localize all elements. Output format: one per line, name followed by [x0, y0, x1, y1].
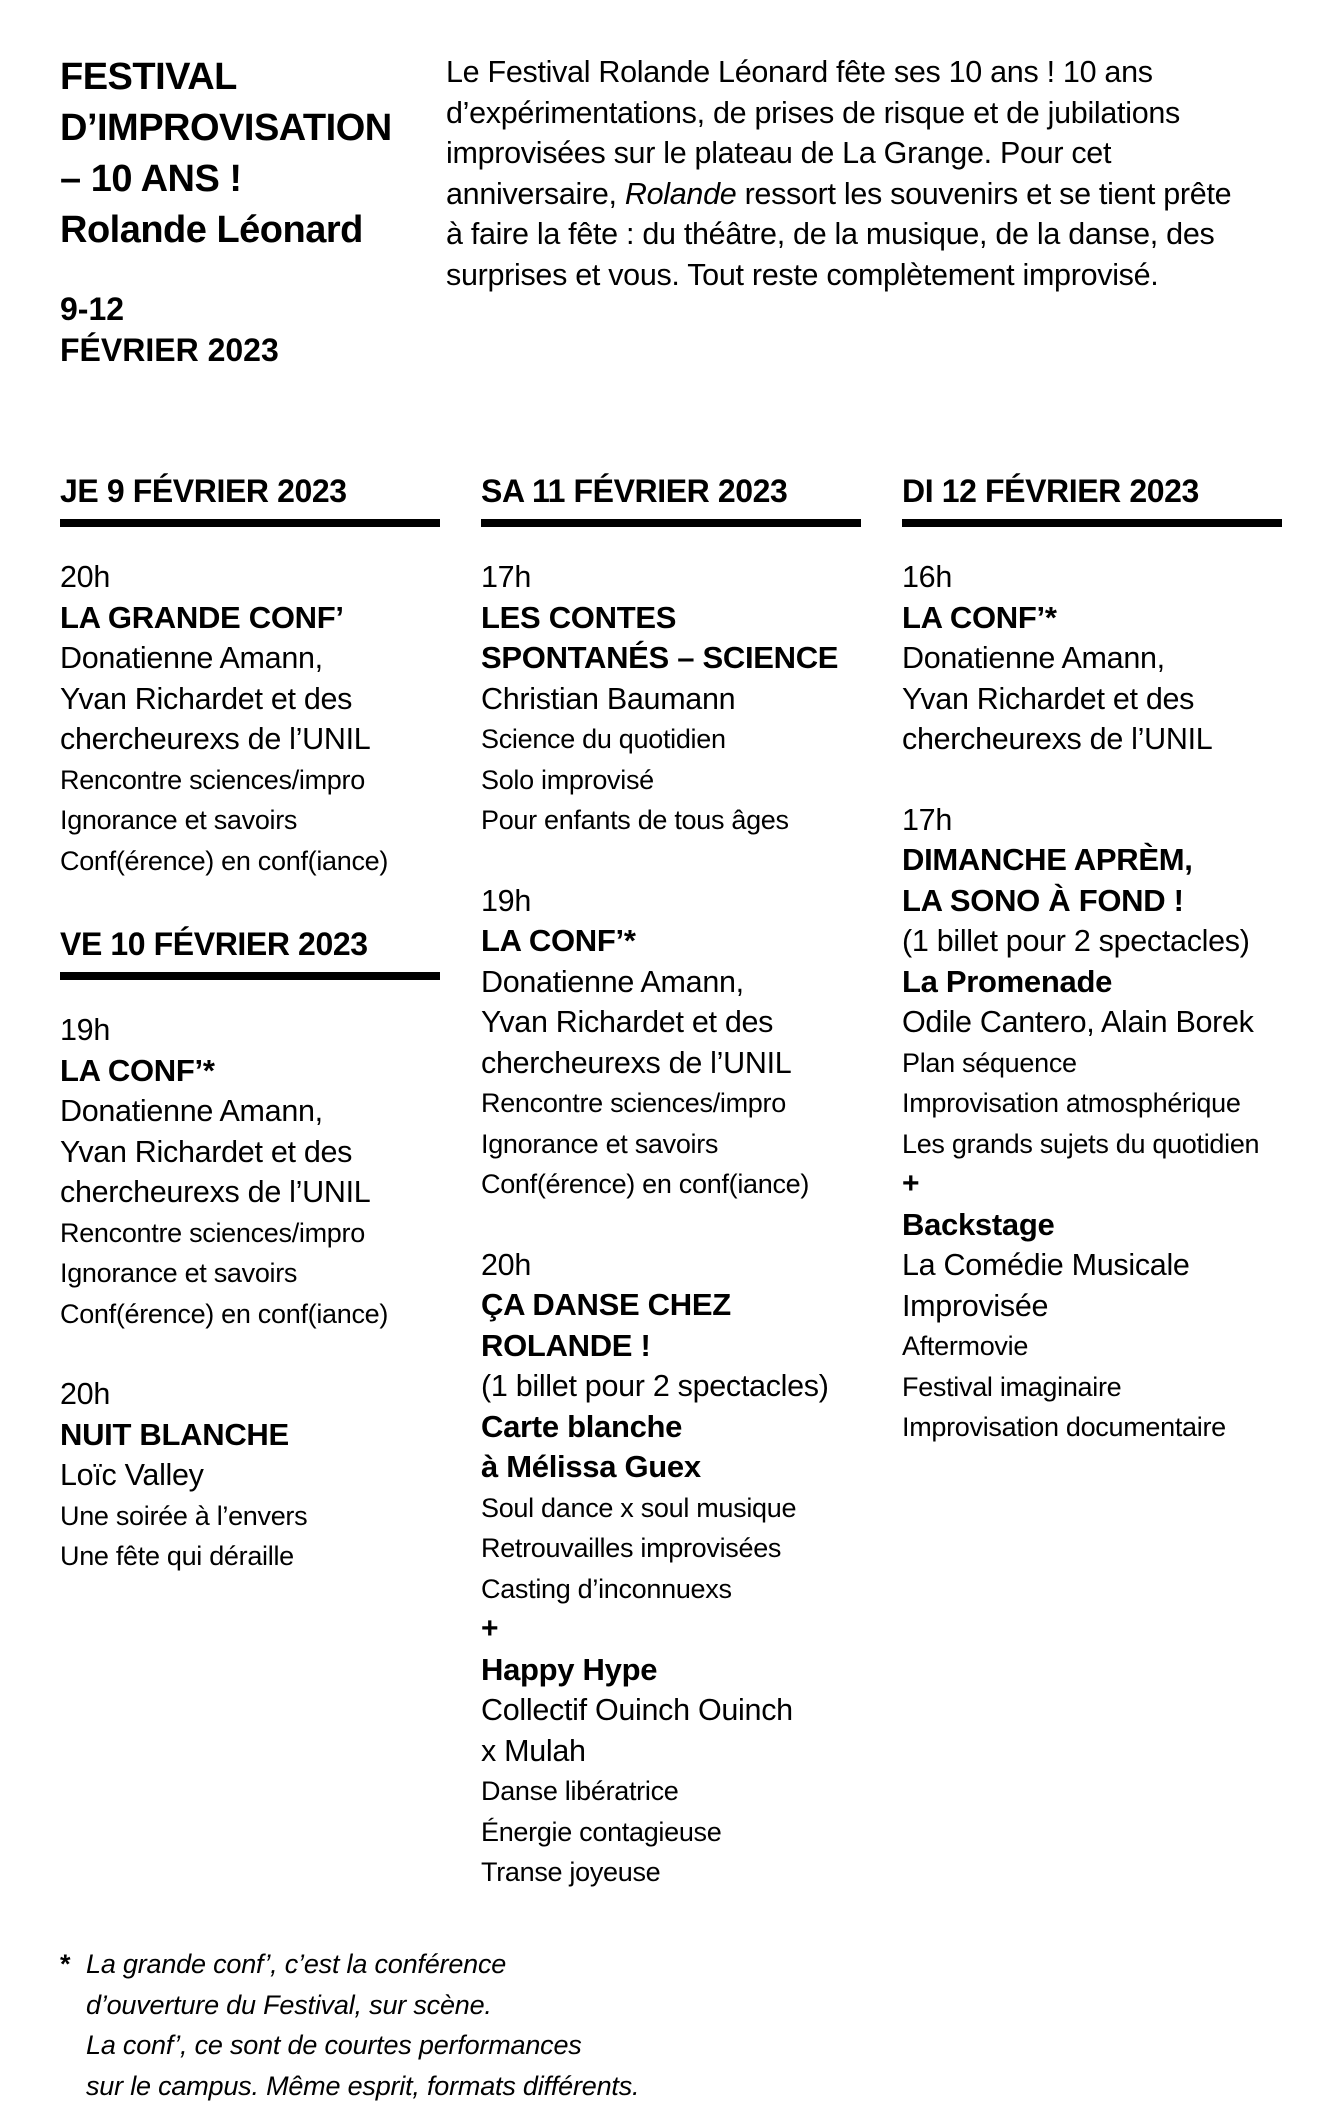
event-time: 16h	[902, 560, 952, 594]
footnote-line: La conf’, ce sont de courtes performances	[86, 2030, 582, 2060]
footnote-line: La grande conf’, c’est la conférence	[86, 1949, 507, 1979]
intro-line	[446, 52, 1296, 93]
performers: Odile Cantero, Alain Borek	[902, 1005, 1254, 1039]
plus-separator: +	[481, 1612, 499, 1645]
event-time: 20h	[481, 1247, 531, 1282]
footnote-line: sur le campus. Même esprit, formats différents.	[86, 2070, 640, 2101]
event-title: DIMANCHE APRÈM,	[902, 842, 1193, 877]
event-description: Plan séquence	[902, 1047, 1077, 1078]
intro-italic-word: Rolande	[624, 176, 737, 211]
performers: Donatienne Amann,	[60, 641, 323, 675]
intro-text: improvisées sur le plateau de La Grange. Pour cet	[446, 136, 1112, 170]
intro-text: ressort les souvenirs et se tient prête	[736, 176, 1232, 211]
show-title: La Promenade	[902, 963, 1113, 999]
event-title: LA SONO À FOND !	[902, 882, 1184, 918]
program-event	[60, 1010, 440, 1334]
event-time: 17h	[902, 802, 952, 837]
event-time: 20h	[60, 1377, 110, 1411]
event-description: Ignorance et savoirs	[60, 805, 298, 835]
event-title: LA CONF’*	[481, 923, 636, 958]
event-time: 19h	[60, 1013, 110, 1047]
event-title: ROLANDE !	[481, 1327, 651, 1363]
performers: Yvan Richardet et des	[481, 1005, 774, 1039]
performers: Donatienne Amann,	[902, 641, 1165, 675]
intro-text: d’expérimentations, de prises de risque et de jubilations	[446, 95, 1180, 130]
event-description: Pour enfants de tous âges	[481, 805, 789, 835]
performers: chercheurexs de l’UNIL	[60, 722, 371, 756]
title-line: FESTIVAL	[60, 56, 237, 98]
footnote	[60, 1944, 760, 2106]
event-title: SPONTANÉS – SCIENCE	[481, 640, 839, 675]
footnote-marker: *	[60, 1949, 71, 1979]
event-description: Science du quotidien	[481, 724, 726, 754]
plus-separator: +	[902, 1167, 920, 1200]
event-description: Retrouvailles improvisées	[481, 1533, 782, 1563]
event-description: Rencontre sciences/impro	[60, 1217, 365, 1248]
day-heading: DI 12 FÉVRIER 2023	[902, 470, 1282, 527]
intro-line	[446, 174, 1296, 215]
event-description: Conf(érence) en conf(iance)	[60, 845, 389, 876]
event-title: LA CONF’*	[60, 1052, 215, 1088]
event-title: LA GRANDE CONF’	[60, 599, 344, 635]
event-title: LA CONF’*	[902, 599, 1057, 635]
event-title: ÇA DANSE CHEZ	[481, 1287, 731, 1322]
festival-title	[60, 52, 440, 256]
intro-text: anniversaire,	[446, 176, 625, 211]
performers: chercheurexs de l’UNIL	[481, 1045, 792, 1080]
festival-dates	[60, 289, 279, 371]
title-line: Rolande Léonard	[60, 209, 363, 251]
performers: Christian Baumann	[481, 681, 736, 716]
event-description: Une soirée à l’envers	[60, 1500, 308, 1531]
ticket-note: (1 billet pour 2 spectacles)	[481, 1369, 829, 1403]
performers: La Comédie Musicale	[902, 1248, 1190, 1282]
dates-line: FÉVRIER 2023	[60, 332, 279, 368]
event-description: Danse libératrice	[481, 1776, 679, 1806]
intro-text: surprises et vous. Tout reste complètement improvisé.	[446, 257, 1159, 292]
intro-line	[446, 214, 1296, 255]
event-description: Solo improvisé	[481, 764, 654, 795]
show-title: Carte blanche	[481, 1408, 683, 1444]
performers: Donatienne Amann,	[60, 1094, 323, 1128]
day-heading: SA 11 FÉVRIER 2023	[481, 470, 861, 527]
performers: chercheurexs de l’UNIL	[60, 1175, 371, 1209]
program-event	[481, 1245, 861, 1893]
performers: chercheurexs de l’UNIL	[902, 722, 1213, 756]
program-event	[902, 557, 1282, 760]
event-description: Une fête qui déraille	[60, 1541, 294, 1571]
event-time: 20h	[60, 560, 110, 594]
program-event	[902, 800, 1282, 1448]
event-title: LES CONTES	[481, 599, 677, 635]
program-column-3	[902, 470, 1282, 1448]
event-description: Casting d’inconnuexs	[481, 1573, 732, 1604]
performers: Yvan Richardet et des	[60, 1134, 353, 1169]
intro-text: à faire la fête : du théâtre, de la musique, de la danse, des	[446, 217, 1215, 251]
day-heading: JE 9 FÉVRIER 2023	[60, 470, 440, 527]
footnote-line: d’ouverture du Festival, sur scène.	[86, 1989, 492, 2020]
event-description: Conf(érence) en conf(iance)	[481, 1169, 810, 1199]
intro-line	[446, 93, 1296, 134]
event-description: Improvisation atmosphérique	[902, 1088, 1241, 1118]
title-line: D’IMPROVISATION	[60, 107, 392, 149]
intro-text: Le Festival Rolande Léonard fête ses 10 ans ! 10 ans	[446, 55, 1153, 89]
event-description: Soul dance x soul musique	[481, 1492, 797, 1523]
program-event	[481, 881, 861, 1205]
intro-line	[446, 255, 1296, 296]
ticket-note: (1 billet pour 2 spectacles)	[902, 924, 1250, 958]
event-description: Rencontre sciences/impro	[481, 1088, 786, 1118]
event-description: Les grands sujets du quotidien	[902, 1128, 1260, 1159]
day-heading: VE 10 FÉVRIER 2023	[60, 923, 440, 980]
event-description: Festival imaginaire	[902, 1371, 1122, 1402]
program-event	[481, 557, 861, 841]
program-event	[60, 557, 440, 881]
performers: Loïc Valley	[60, 1458, 204, 1492]
event-description: Transe joyeuse	[481, 1857, 661, 1887]
performers: Yvan Richardet et des	[60, 681, 353, 716]
event-time: 19h	[481, 883, 531, 918]
program-column-2	[481, 470, 861, 1893]
dates-line: 9-12	[60, 291, 125, 327]
performers: Improvisée	[902, 1288, 1049, 1323]
title-line: – 10 ANS !	[60, 158, 242, 200]
program-column-1	[60, 470, 440, 1577]
event-description: Improvisation documentaire	[902, 1412, 1226, 1442]
intro-line	[446, 133, 1296, 174]
performers: Yvan Richardet et des	[902, 681, 1195, 716]
event-description: Aftermovie	[902, 1331, 1029, 1361]
performers: x Mulah	[481, 1733, 586, 1768]
show-title: à Mélissa Guex	[481, 1449, 701, 1484]
event-description: Énergie contagieuse	[481, 1816, 722, 1847]
event-description: Rencontre sciences/impro	[60, 764, 365, 795]
intro-paragraph	[446, 52, 1296, 295]
program-event	[60, 1374, 440, 1577]
event-description: Ignorance et savoirs	[60, 1258, 298, 1288]
event-description: Ignorance et savoirs	[481, 1128, 719, 1159]
event-description: Conf(érence) en conf(iance)	[60, 1298, 389, 1329]
show-title: Happy Hype	[481, 1651, 658, 1687]
event-time: 17h	[481, 560, 531, 594]
show-title: Backstage	[902, 1206, 1055, 1242]
performers: Collectif Ouinch Ouinch	[481, 1693, 793, 1727]
event-title: NUIT BLANCHE	[60, 1416, 289, 1452]
performers: Donatienne Amann,	[481, 964, 744, 999]
